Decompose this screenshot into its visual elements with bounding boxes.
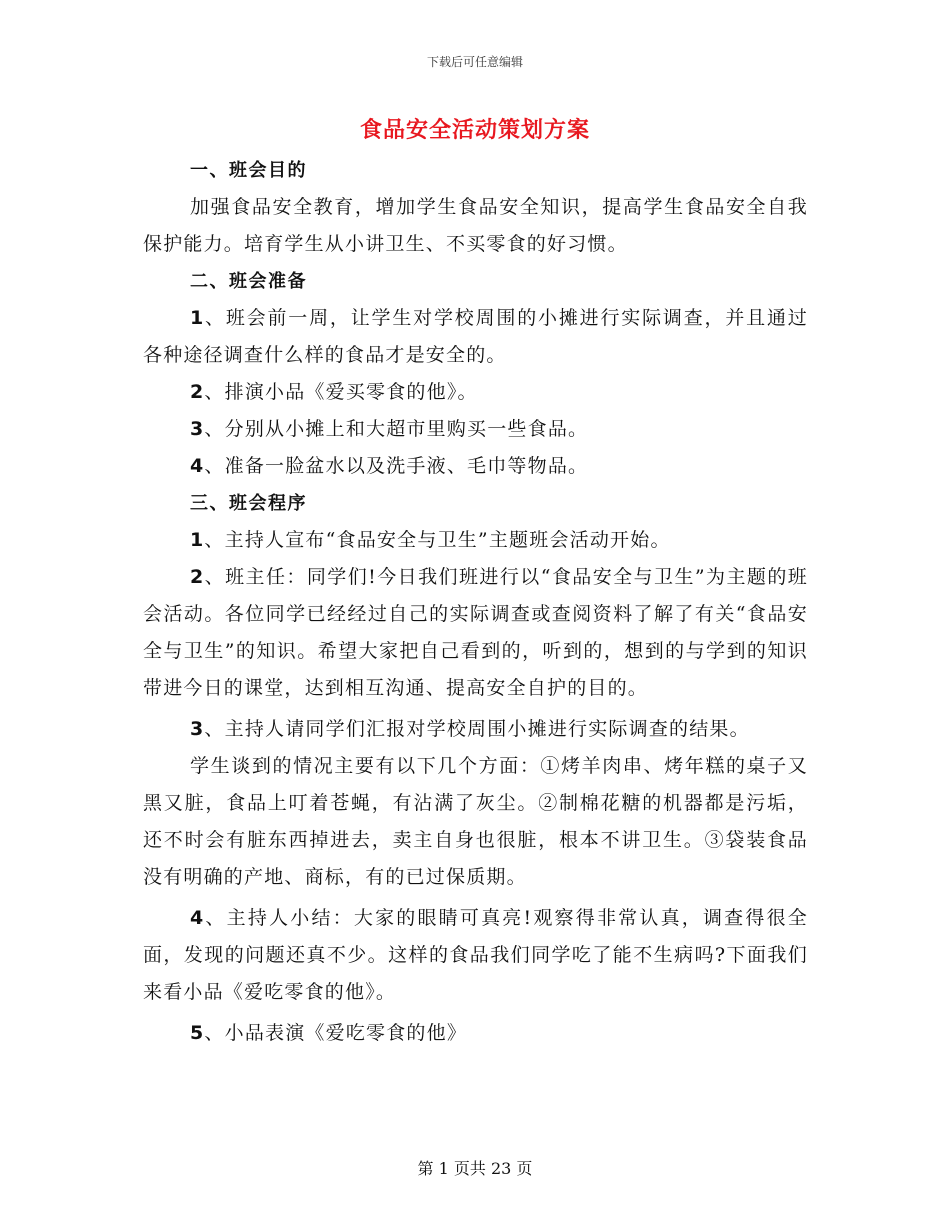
list-item	[143, 1015, 808, 1052]
item-number: 2	[190, 566, 205, 588]
item-text: 、主持人小结：大家的眼睛可真亮!观察得非常认真，调查得很全面，发现的问题还真不少。这样的食品我们同学吃了能不生病吗?下面我们来看小品《爱吃零食的他》。	[143, 907, 808, 1003]
item-number: 4	[190, 455, 205, 477]
list-item	[143, 559, 808, 707]
list-item	[143, 711, 808, 748]
page-footer: 第 1 页共 23 页	[417, 1159, 533, 1178]
item-number: 5	[190, 1022, 205, 1044]
item-text: 、班会前一周，让学生对学校周围的小摊进行实际调查，并且通过各种途径调查什么样的食品才是安全的。	[143, 307, 808, 366]
document-body	[143, 152, 808, 1052]
item-number: 1	[190, 307, 205, 329]
document-title: 食品安全活动策划方案	[359, 118, 590, 143]
list-item	[143, 900, 808, 1011]
item-text: 、准备一脸盆水以及洗手液、毛巾等物品。	[204, 455, 589, 477]
item-number: 3	[190, 718, 205, 740]
header-note: 下载后可任意编辑	[426, 55, 523, 69]
list-item	[143, 448, 808, 485]
section-heading-procedure: 三、班会程序	[190, 493, 307, 514]
item-number: 1	[190, 529, 205, 551]
item-number: 3	[190, 418, 205, 440]
item-text: 、班主任：同学们!今日我们班进行以“食品安全与卫生”为主题的班会活动。各位同学已经经过自己的实际调查或查阅资料了解了有关“食品安全与卫生”的知识。希望大家把自己看到的，听到的，想到的与学到的知识带进今日的课堂，达到相互沟通、提高安全自护的目的。	[143, 566, 808, 699]
list-item	[143, 300, 808, 374]
item-number: 2	[190, 381, 205, 403]
list-item	[143, 374, 808, 411]
item-text: 、小品表演《爱吃零食的他》	[204, 1022, 468, 1044]
section-heading-purpose: 一、班会目的	[190, 160, 307, 181]
section-heading-preparation: 二、班会准备	[190, 271, 307, 292]
item-text: 、排演小品《爱买零食的他》。	[204, 381, 478, 403]
item-text: 、分别从小摊上和大超市里购买一些食品。	[204, 418, 589, 440]
item-text: 、主持人宣布“食品安全与卫生”主题班会活动开始。	[204, 529, 671, 551]
list-item	[143, 411, 808, 448]
item-number: 4	[190, 907, 205, 929]
item-text: 、主持人请同学们汇报对学校周围小摊进行实际调查的结果。	[204, 718, 750, 740]
list-item	[143, 522, 808, 559]
paragraph-student-findings: 学生谈到的情况主要有以下几个方面：①烤羊肉串、烤年糕的桌子又黑又脏，食品上叮着苍蝇，有沾满了灰尘。②制棉花糖的机器都是污垢，还不时会有脏东西掉进去，卖主自身也很脏，根本不讲卫生。③袋装食品没有明确的产地、商标，有的已过保质期。	[143, 755, 808, 888]
paragraph-purpose: 加强食品安全教育，增加学生食品安全知识，提高学生食品安全自我保护能力。培育学生从小讲卫生、不买零食的好习惯。	[143, 196, 808, 255]
